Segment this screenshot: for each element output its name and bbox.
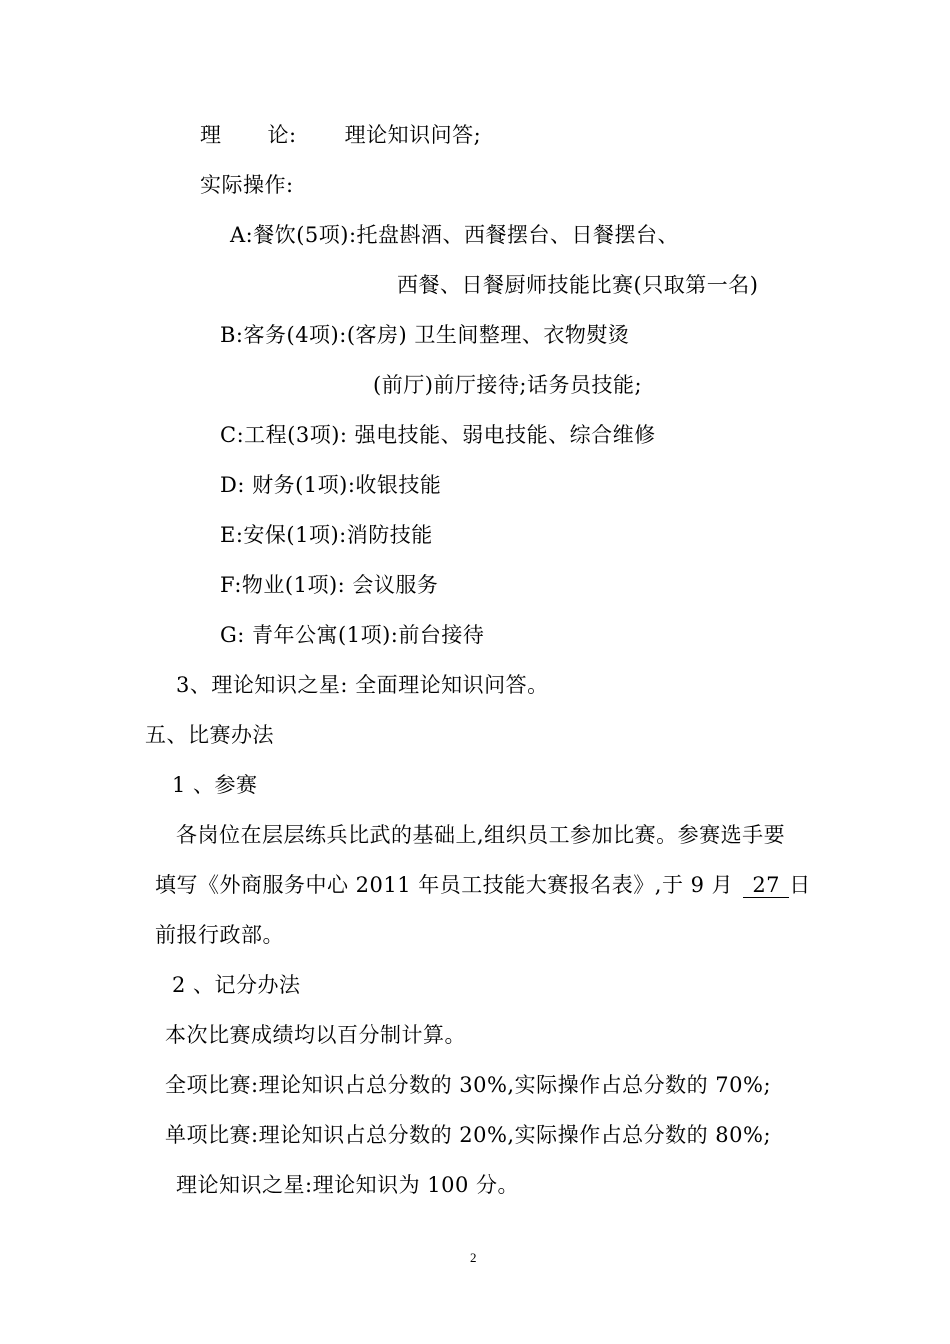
score-full: 全项比赛:理论知识占总分数的 30%,实际操作占总分数的 70%; xyxy=(165,1073,772,1097)
score-single: 单项比赛:理论知识占总分数的 20%,实际操作占总分数的 80%; xyxy=(165,1123,772,1147)
item-a-line1: A:餐饮(5项):托盘斟酒、西餐摆台、日餐摆台、 xyxy=(230,223,680,247)
para1-line2-pre: 填写《外商服务中心 2011 年员工技能大赛报名表》,于 9 月 xyxy=(155,873,734,897)
section5-heading: 五、比赛办法 xyxy=(145,723,274,747)
item-f: F:物业(1项): 会议服务 xyxy=(220,573,439,597)
sub1-heading: 1 、参赛 xyxy=(172,773,258,797)
practice-heading: 实际操作: xyxy=(200,173,294,197)
item-g: G: 青年公寓(1项):前台接待 xyxy=(220,623,485,647)
item-b-line2: (前厅)前厅接待;话务员技能; xyxy=(373,373,643,397)
item-c: C:工程(3项): 强电技能、弱电技能、综合维修 xyxy=(220,423,656,447)
item-e: E:安保(1项):消防技能 xyxy=(220,523,433,547)
item-a-line2: 西餐、日餐厨师技能比赛(只取第一名) xyxy=(397,273,759,297)
star-line: 3、理论知识之星: 全面理论知识问答。 xyxy=(176,673,549,697)
para1-line2-post: 日 xyxy=(789,873,811,897)
deadline-day: 27 xyxy=(743,873,789,898)
para1-line3: 前报行政部。 xyxy=(155,923,284,947)
item-d: D: 财务(1项):收银技能 xyxy=(220,473,442,497)
item-b-line1: B:客务(4项):(客房) 卫生间整理、衣物熨烫 xyxy=(220,323,630,347)
theory-value: 理论知识问答; xyxy=(344,123,482,147)
score-star: 理论知识之星:理论知识为 100 分。 xyxy=(176,1173,520,1197)
theory-line xyxy=(200,121,481,149)
theory-label-a: 理 xyxy=(200,123,222,147)
score-intro: 本次比赛成绩均以百分制计算。 xyxy=(165,1023,466,1047)
page-number: 2 xyxy=(470,1250,477,1265)
para1-line1: 各岗位在层层练兵比武的基础上,组织员工参加比赛。参赛选手要 xyxy=(176,823,786,847)
para1-line2 xyxy=(155,871,811,899)
theory-label-b: 论: xyxy=(267,123,297,147)
sub2-heading: 2 、记分办法 xyxy=(172,973,301,997)
